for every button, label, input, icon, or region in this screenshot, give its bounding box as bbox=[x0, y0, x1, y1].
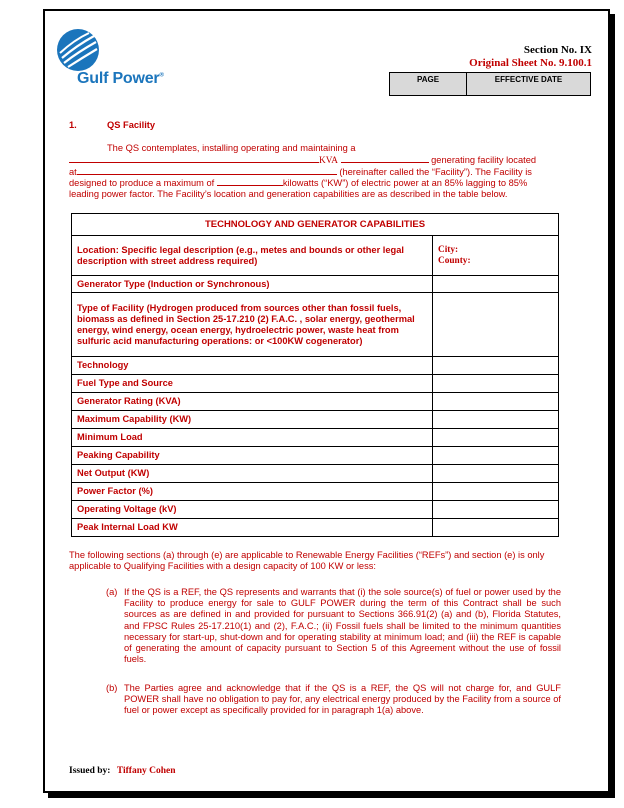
generating-facility-text: generating facility located bbox=[431, 155, 537, 165]
row-label: Generator Rating (KVA) bbox=[72, 393, 433, 411]
kva-label: KVA bbox=[319, 156, 338, 166]
row-label: Peak Internal Load KW bbox=[72, 519, 433, 537]
row-value[interactable] bbox=[433, 519, 559, 537]
row-label: Net Output (KW) bbox=[72, 465, 433, 483]
row-label: Operating Voltage (kV) bbox=[72, 501, 433, 519]
at-label: at bbox=[69, 167, 77, 177]
intro-line-3 bbox=[69, 166, 532, 177]
issued-name: Tiffany Cohen bbox=[116, 766, 176, 776]
row-value[interactable] bbox=[433, 411, 559, 429]
table-title: TECHNOLOGY AND GENERATOR CAPABILITIES bbox=[72, 214, 559, 236]
row-label: Maximum Capability (KW) bbox=[72, 411, 433, 429]
kilowatts-text: kilowatts (“KW”) of electric power at an 85% lagging to 85% bbox=[282, 178, 528, 188]
section-number-1: 1. bbox=[69, 120, 77, 130]
following-paragraph: The following sections (a) through (e) are applicable to Renewable Energy Facilities (“REFs”) and section (e) is only applicable to Qualifying Facilities with a design capacity of 100 KW or less: bbox=[69, 550, 545, 572]
intro-line-1: The QS contemplates, installing operating and maintaining a bbox=[107, 143, 356, 153]
item-b-label: (b) bbox=[106, 683, 118, 693]
row-value[interactable] bbox=[433, 393, 559, 411]
page-date-table bbox=[389, 72, 591, 96]
sheet-number: Original Sheet No. 9.100.1 bbox=[469, 57, 592, 69]
row-label: Power Factor (%) bbox=[72, 483, 433, 501]
intro-line-4 bbox=[69, 177, 527, 188]
row-value[interactable] bbox=[433, 429, 559, 447]
row-value[interactable] bbox=[433, 293, 559, 357]
capabilities-table bbox=[71, 213, 559, 537]
row-value[interactable] bbox=[433, 447, 559, 465]
row-label: Peaking Capability bbox=[72, 447, 433, 465]
blank-line bbox=[217, 177, 283, 186]
issued-by bbox=[69, 766, 176, 776]
intro-line-5: leading power factor. The Facility’s location and generation capabilities are as described in the table below. bbox=[69, 189, 508, 199]
issued-label: Issued by: bbox=[69, 766, 111, 776]
city-label: City: bbox=[438, 244, 459, 255]
row-value[interactable] bbox=[433, 375, 559, 393]
blank-line bbox=[341, 154, 429, 163]
item-a-text: If the QS is a REF, the QS represents and warrants that (i) the sole source(s) of fuel or power used by the Facility to produce energy for sale to GULF POWER during the term of this Contract shall be such sources as are defined in and provided for pursuant to Sections 366.91(2) (a) and (b), Florida Statutes, and FPSC Rules 25-17.210(1) and (2), F.A.C.; (ii) Fossil fuels shall be limited to the minimum quantities necessary for start-up, shut-down and for operating stability at minimum load; and (iii) the REF is capable of generating the amount of capacity pursuant to Section 5 of this Agreement without the use of fossil fuels. bbox=[124, 587, 561, 665]
row-label: Technology bbox=[72, 357, 433, 375]
max-text: designed to produce a maximum of bbox=[69, 178, 215, 188]
county-label: County: bbox=[438, 255, 471, 266]
row-label: Fuel Type and Source bbox=[72, 375, 433, 393]
item-b-text: The Parties agree and acknowledge that if the QS is a REF, the QS will not charge for, and GULF POWER shall have no obligation to pay for, any electrical energy produced by the Facility from a source of fuel or power except as specifically provided for in paragraph 1(a) above. bbox=[124, 683, 561, 716]
blank-line bbox=[77, 166, 337, 175]
section-title: QS Facility bbox=[107, 120, 156, 130]
row-value[interactable] bbox=[433, 465, 559, 483]
location-label: Location: Specific legal description (e.g., metes and bounds or other legal description with street address required) bbox=[72, 236, 433, 276]
gulf-power-logo-icon bbox=[56, 28, 100, 72]
location-value bbox=[433, 236, 559, 276]
row-label: Minimum Load bbox=[72, 429, 433, 447]
intro-line-2 bbox=[69, 154, 559, 166]
page-header-cell: PAGE bbox=[390, 73, 467, 95]
row-value[interactable] bbox=[433, 483, 559, 501]
row-value[interactable] bbox=[433, 357, 559, 375]
section-number: Section No. IX bbox=[523, 44, 592, 56]
row-label: Generator Type (Induction or Synchronous) bbox=[72, 276, 433, 293]
blank-line bbox=[69, 154, 319, 163]
item-a-label: (a) bbox=[106, 587, 118, 597]
hereinafter-text: (hereinafter called the “Facility”). The Facility is bbox=[339, 167, 532, 177]
row-label: Type of Facility (Hydrogen produced from sources other than fossil fuels, biomass as defined in Section 25-17.210 (2) F.A.C. , solar energy, geothermal energy, wind energy, ocean energy, hydroelectric power, waste heat from sulfuric acid manufacturing operations: or <100KW cogenerator) bbox=[72, 293, 433, 357]
row-value[interactable] bbox=[433, 276, 559, 293]
effective-date-header-cell: EFFECTIVE DATE bbox=[494, 75, 563, 84]
row-value[interactable] bbox=[433, 501, 559, 519]
brand-name: Gulf Power® bbox=[77, 70, 164, 87]
